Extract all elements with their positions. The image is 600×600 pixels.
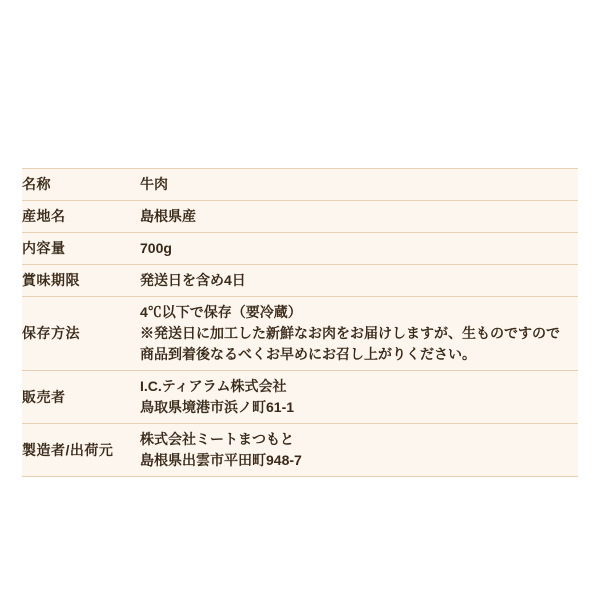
row-value-line: 鳥取県境港市浜ノ町61-1 (140, 399, 295, 415)
table-row (22, 233, 578, 265)
row-value-line: I.C.ティアラム株式会社 (140, 378, 287, 394)
spec-table-container (22, 168, 578, 477)
row-value (140, 297, 578, 371)
table-row (22, 265, 578, 297)
row-value (140, 233, 578, 265)
row-value-line: 島根県産 (140, 208, 196, 224)
product-spec-table (22, 168, 578, 477)
row-value-line: 島根県出雲市平田町948-7 (140, 452, 302, 468)
row-value-line: 発送日を含め4日 (140, 272, 246, 288)
row-value (140, 424, 578, 477)
row-value-line: 株式会社ミートまつもと (140, 431, 294, 447)
row-value (140, 371, 578, 424)
row-label: 名称 (22, 169, 140, 201)
table-row (22, 169, 578, 201)
row-value-line: 商品到着後なるべくお早めにお召し上がりください。 (140, 346, 476, 362)
row-label: 販売者 (22, 371, 140, 424)
row-label: 内容量 (22, 233, 140, 265)
table-row (22, 297, 578, 371)
row-value (140, 169, 578, 201)
row-label: 産地名 (22, 201, 140, 233)
table-row (22, 201, 578, 233)
row-label: 賞味期限 (22, 265, 140, 297)
row-value (140, 201, 578, 233)
table-row (22, 424, 578, 477)
table-row (22, 371, 578, 424)
row-value-line: 牛肉 (140, 176, 168, 192)
row-value-line: 700g (140, 240, 172, 256)
row-value-line: 4℃以下で保存（要冷蔵） (140, 304, 302, 320)
row-label: 製造者/出荷元 (22, 424, 140, 477)
row-label: 保存方法 (22, 297, 140, 371)
row-value-line: ※発送日に加工した新鮮なお肉をお届けしますが、生ものですので (140, 325, 560, 341)
row-value (140, 265, 578, 297)
